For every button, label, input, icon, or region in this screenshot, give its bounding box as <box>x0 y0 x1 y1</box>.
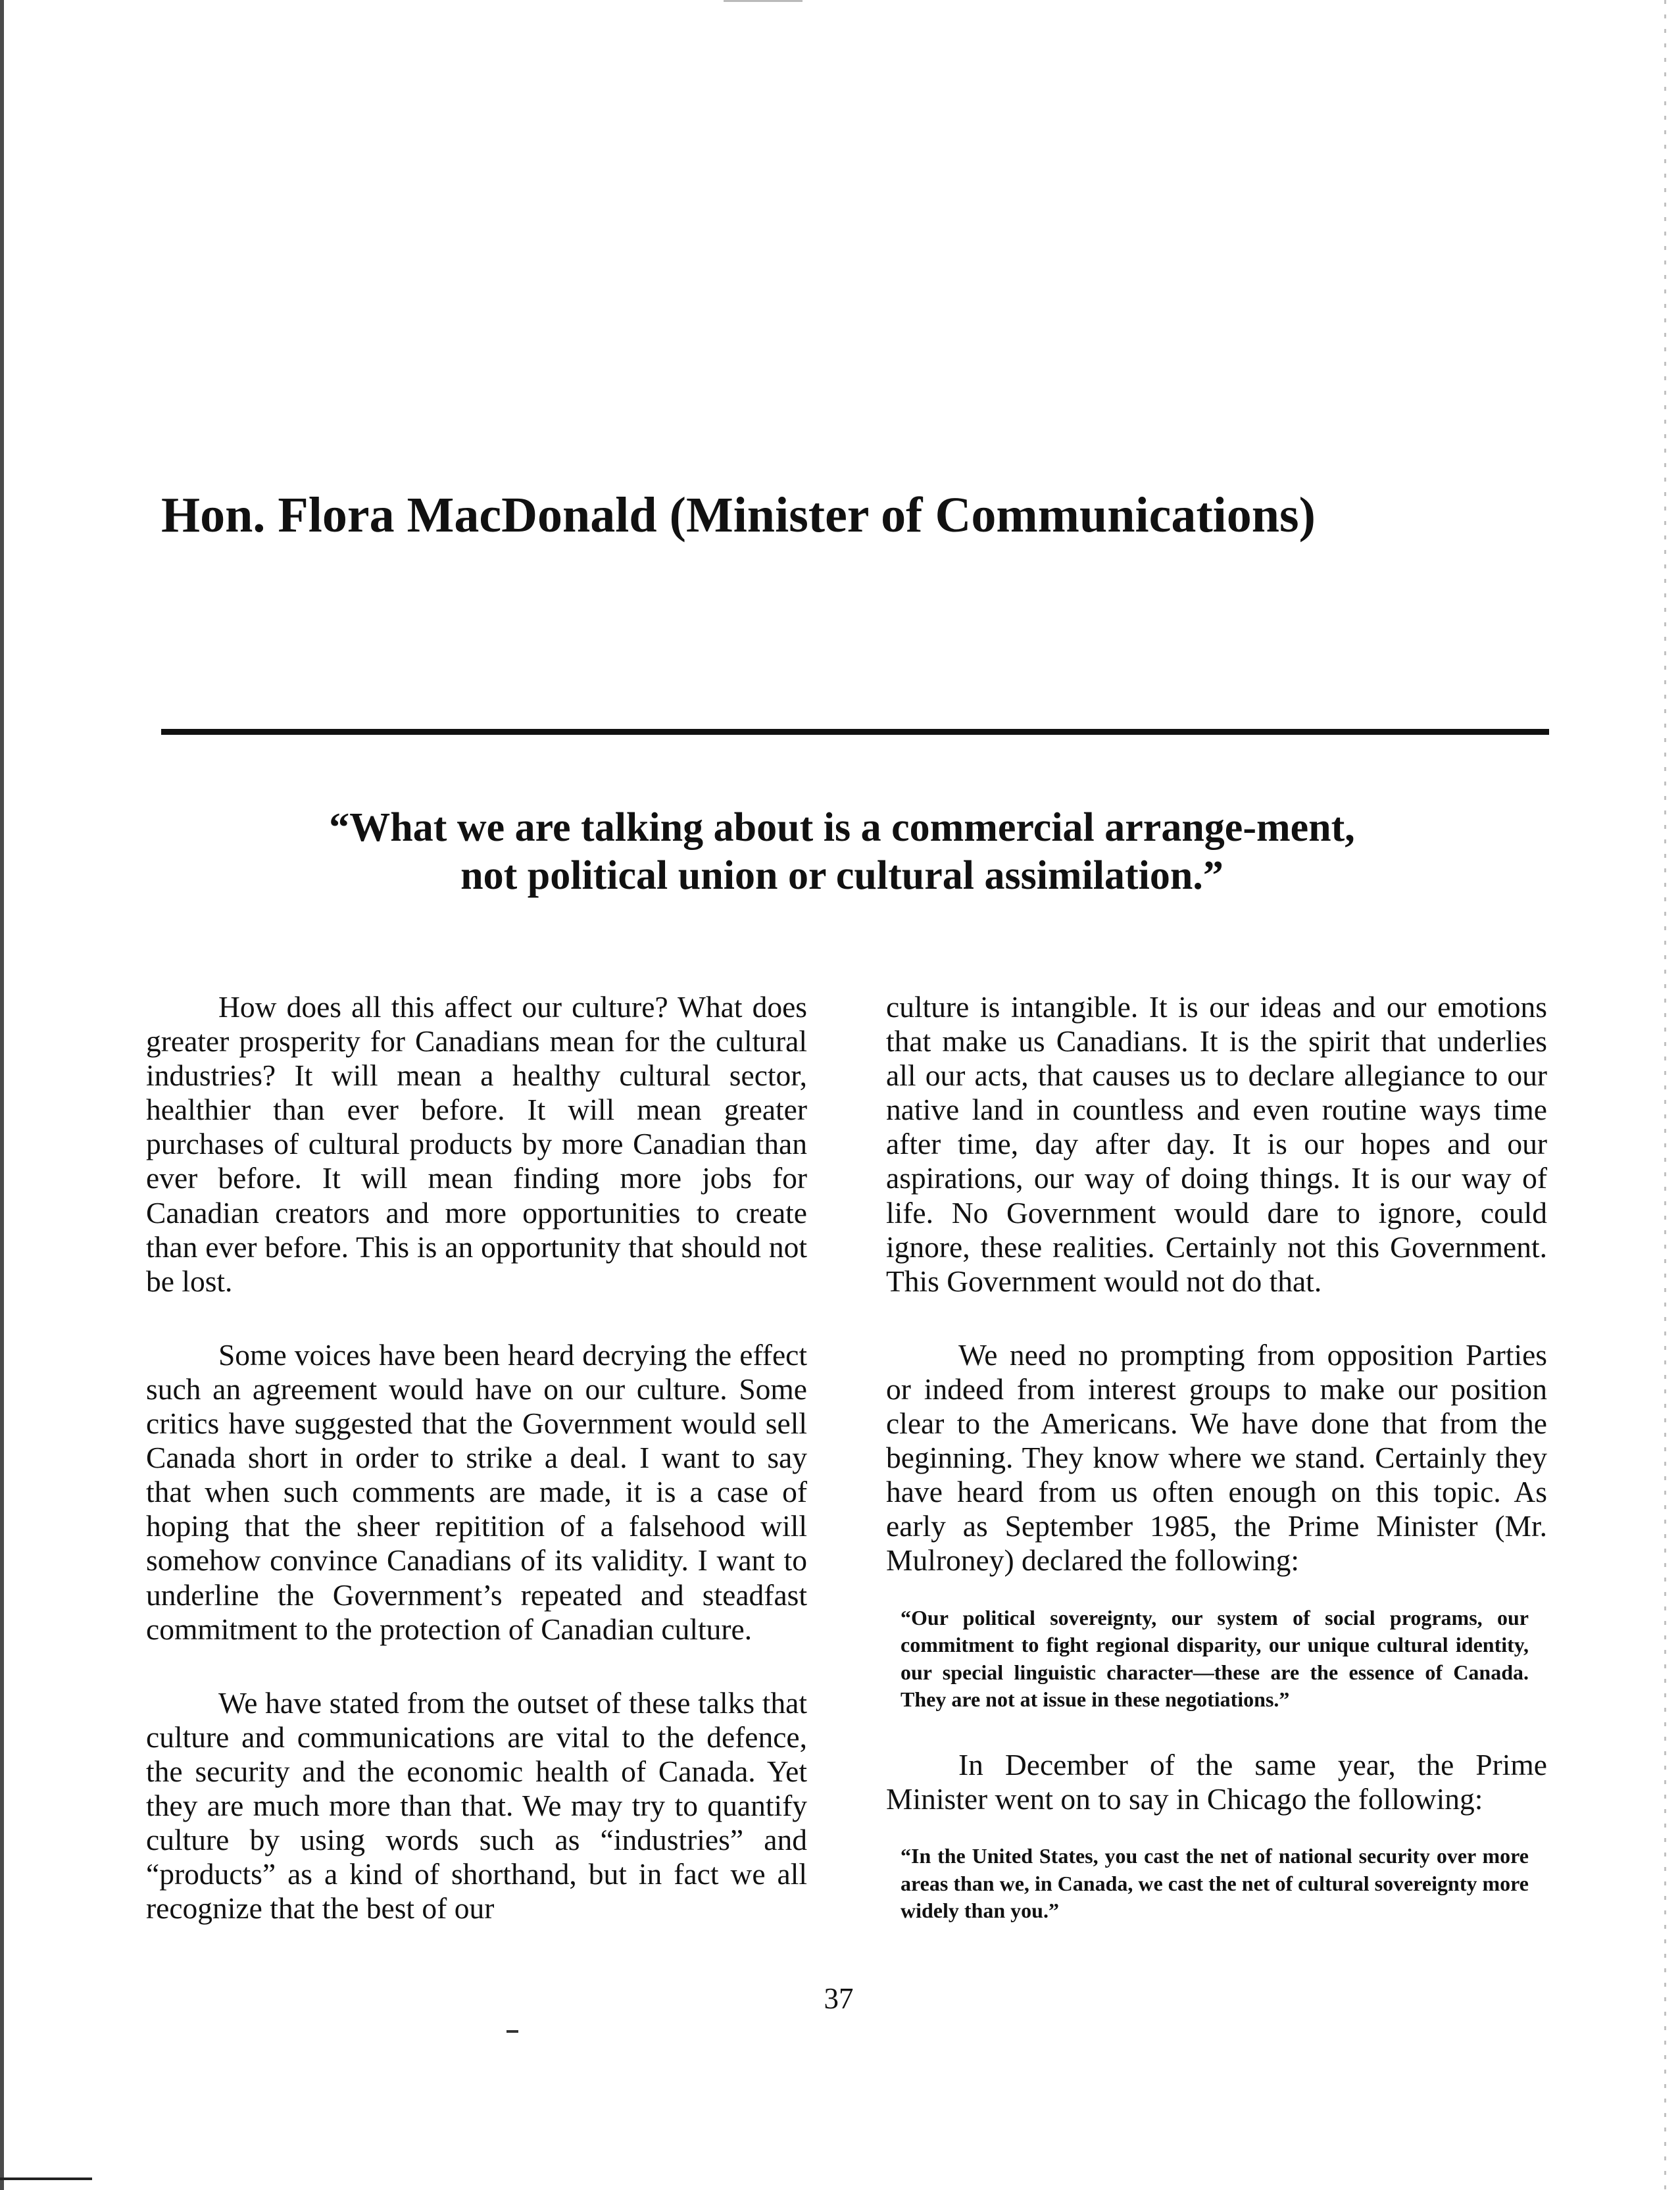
scan-edge-right <box>1664 0 1666 2190</box>
left-column <box>146 990 807 1965</box>
pull-quote: “What we are talking about is a commercial arrange-ment, not political union or cultural assimilation.” <box>329 805 1355 898</box>
paragraph: culture is intangible. It is our ideas and our emotions that make us Canadians. It is the spirit that underlies all our acts, that causes us to declare allegiance to our native land in countless and even routine ways time after time, day after day. It is our hopes and our aspirations, our way of doing things. It is our way of life. No Government would dare to ignore, could ignore, these realities. Certainly not this Government. This Government would not do that. <box>886 990 1547 1298</box>
paragraph: How does all this affect our culture? What does greater prosperity for Canadians mean for the cultural industries? It will mean a healthy cultural sector, healthier than ever before. It will mean greater purchases of cultural products by more Canadian than ever before. It will mean finding more jobs for Canadian creators and more opportunities to create than ever before. This is an opportunity that should not be lost. <box>146 990 807 1298</box>
title-divider <box>161 729 1549 735</box>
scan-edge-left <box>0 0 4 2190</box>
scan-edge-bottom <box>0 2178 92 2180</box>
block-quote: “Our political sovereignty, our system of social programs, our commitment to fight regional disparity, our unique cultural identity, our special linguistic character—these are the essence of Canada. They are not at issue in these negotiations.” <box>901 1605 1529 1712</box>
scan-mark <box>506 2030 518 2033</box>
page-number: 37 <box>824 1982 854 2015</box>
paragraph: Some voices have been heard decrying the effect such an agreement would have on our culture. Some critics have suggested that the Government would sell Canada short in order to strike a deal. I want to say that when such comments are made, it is a case of hoping that the sheer repitition of a falsehood will somehow convince Canadians of its validity. I want to underline the Government’s repeated and steadfast commitment to the protection of Canadian culture. <box>146 1337 807 1646</box>
scan-edge-top <box>724 0 803 2</box>
paragraph: We have stated from the outset of these talks that culture and communications are vital to the defence, the security and the economic health of Canada. Yet they are much more than that. We may try to quantify culture by using words such as “industries” and “products” as a kind of shorthand, but in fact we all recognize that the best of our <box>146 1685 807 1926</box>
block-quote: “In the United States, you cast the net of national security over more areas than we, in Canada, we cast the net of cultural sovereignty more widely than you.” <box>901 1844 1529 1923</box>
page-title: Hon. Flora MacDonald (Minister of Communications) <box>161 487 1316 543</box>
paragraph: We need no prompting from opposition Parties or indeed from interest groups to make our position clear to the Americans. We have done that from the beginning. They know where we stand. Certainly they have heard from us often enough on this topic. As early as September 1985, the Prime Minister (Mr. Mulroney) declared the following: <box>886 1337 1547 1578</box>
right-column <box>886 990 1547 1959</box>
paragraph: In December of the same year, the Prime Minister went on to say in Chicago the following: <box>886 1747 1547 1816</box>
